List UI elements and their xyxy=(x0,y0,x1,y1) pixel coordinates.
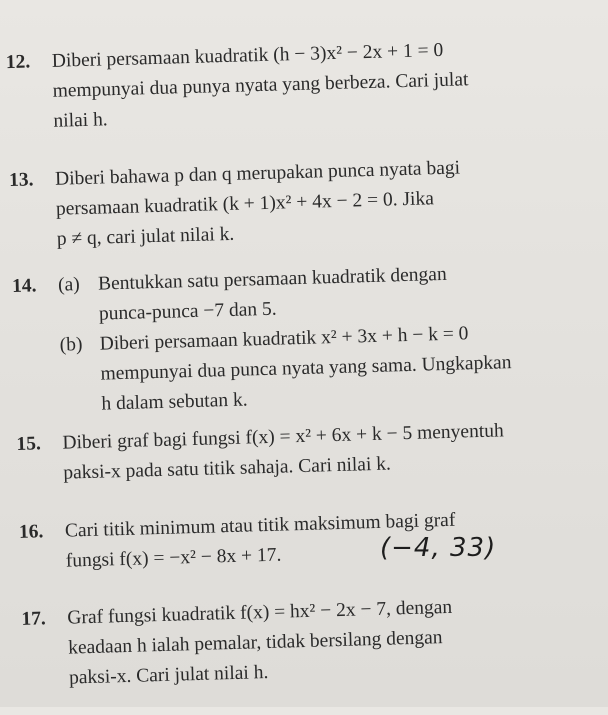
question-number: 16. xyxy=(18,521,44,543)
question-text-line: h dalam sebutan k. xyxy=(101,389,248,415)
question-text-line: paksi-x pada satu titik sahaja. Cari nilai k. xyxy=(63,453,392,484)
question-text-line: mempunyai dua punca nyata yang sama. Ungkapkan xyxy=(100,352,512,385)
question-text-line: Diberi bahawa p dan q merupakan punca nyata bagi xyxy=(54,157,461,190)
question-14 xyxy=(12,256,606,422)
question-text-line: Bentukkan satu persamaan kuadratik dengan xyxy=(97,263,447,295)
question-12 xyxy=(5,32,597,138)
question-number: 15. xyxy=(16,433,42,455)
question-text-line: nilai h. xyxy=(53,109,108,132)
question-text-line: Graf fungsi kuadratik f(x) = hx² − 2x − 7, dengan xyxy=(67,596,453,629)
question-text-line: Diberi graf bagi fungsi f(x) = x² + 6x + k − 5 menyentuh xyxy=(62,420,505,454)
question-text-line: Diberi persamaan kuadratik x² + 3x + h − k = 0 xyxy=(99,323,469,355)
question-text-line: p ≠ q, cari julat nilai k. xyxy=(56,223,235,250)
question-text-line: Diberi persamaan kuadratik (h − 3)x² − 2x + 1 = 0 xyxy=(51,39,444,72)
question-17 xyxy=(21,588,608,694)
question-text-line: Cari titik minimum atau titik maksimum bagi graf xyxy=(64,509,456,542)
question-text-line: punca-punca −7 dan 5. xyxy=(98,298,277,325)
question-13 xyxy=(9,150,601,256)
part-label: (a) xyxy=(57,274,81,296)
question-number: 12. xyxy=(5,51,31,74)
question-15 xyxy=(16,413,607,489)
handwritten-answer: (−4, 33) xyxy=(380,533,497,563)
question-16 xyxy=(19,501,608,577)
question-text-line: paksi-x. Cari julat nilai h. xyxy=(68,662,269,689)
question-text-line: mempunyai dua punya nyata yang berbeza. Cari julat xyxy=(52,69,469,102)
question-text-line: fungsi f(x) = −x² − 8x + 17. xyxy=(65,544,282,572)
question-text-line: keadaan h ialah pemalar, tidak bersilang dengan xyxy=(67,627,443,659)
question-number: 17. xyxy=(21,608,47,630)
question-number: 13. xyxy=(8,169,34,192)
question-14b xyxy=(59,316,605,421)
part-label: (b) xyxy=(59,334,83,356)
question-number: 14. xyxy=(11,275,37,298)
question-text-line: persamaan kuadratik (k + 1)x² + 4x − 2 = 0. Jika xyxy=(55,188,435,220)
